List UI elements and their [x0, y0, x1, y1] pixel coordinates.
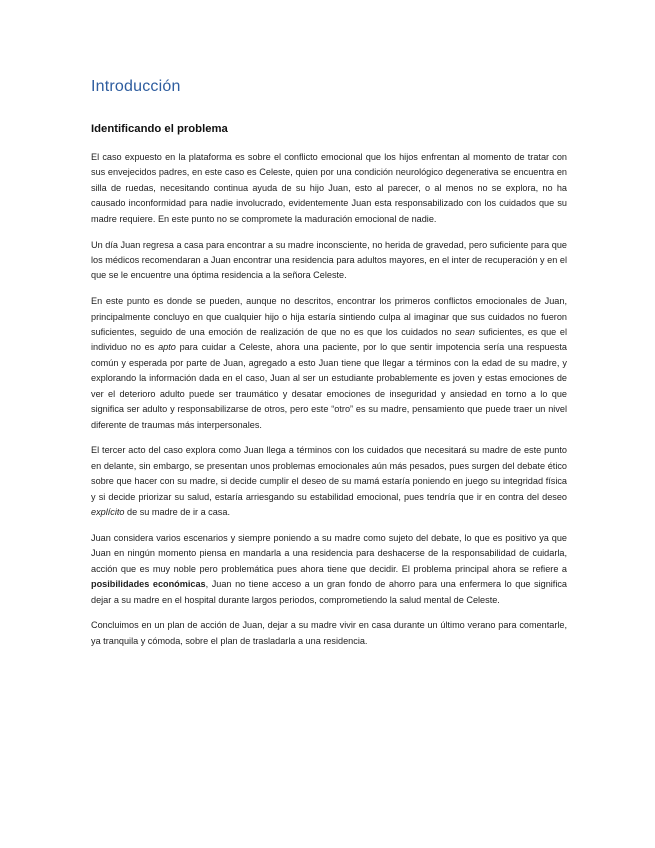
paragraph-5: [91, 531, 567, 608]
paragraph-5-text-a: Juan considera varios escenarios y siempre poniendo a su madre como sujeto del debate, lo que es positivo ya que Juan en ningún momento piensa en mandarla a una residencia para deshacerse de la responsabilidad de cuidarla, acción que es muy noble pero problemática pues ahora tiene que decidir. El problema principal ahora se refiere a: [91, 532, 567, 574]
paragraph-4-emphasis-explicito: explícito: [91, 507, 125, 518]
paragraph-4-text-b: de su madre de ir a casa.: [124, 507, 230, 518]
paragraph-3-text-c: para cuidar a Celeste, ahora una paciente, por lo que sentir impotencia sería una respuesta común y esperada por parte de Juan, agregado a esto Juan tiene que llegar a términos con la edad de su madre, y explorando la información dada en el caso, Juan al ser un estudiante probablemente es joven y estas emociones de ver el deterioro adulto puede ser traumático y desatar emociones de inseguridad y ansiedad en torno a lo que significa ser adulto y responsabilizarse de otros, pero este “otro” es su madre, pensamiento que puede traer un nivel diferente de traumas más interpersonales.: [91, 342, 567, 430]
body-text: [91, 150, 567, 649]
paragraph-3-text-a: En este punto es donde se pueden, aunque no descritos, encontrar los primeros conflictos emocionales de Juan, principalmente concluyo en que cualquier hijo o hija estaría sintiendo culpa al imaginar que sus cuidados no fueron suficientes, seguido de una emoción de realización de que no es que los cuidados no: [91, 296, 567, 338]
paragraph-2-text: Un día Juan regresa a casa para encontrar a su madre inconsciente, no herida de gravedad, pero suficiente para que los médicos recomendaran a Juan encontrar una residencia para adultos mayores, en el inter de recuperación y en el que se le encuentre una óptima residencia a la señora Celeste.: [91, 239, 567, 281]
paragraph-3-text-b: suficientes, es que el individuo no es: [91, 327, 567, 353]
paragraph-5-bold-posibilidades: posibilidades económicas: [91, 579, 206, 590]
paragraph-3-emphasis-sean: sean: [455, 327, 475, 338]
paragraph-2: [91, 238, 567, 284]
paragraph-3-emphasis-apto: apto: [158, 342, 176, 353]
section-heading: Identificando el problema: [91, 123, 228, 135]
paragraph-1: [91, 150, 567, 227]
paragraph-1-text: El caso expuesto en la plataforma es sobre el conflicto emocional que los hijos enfrentan al momento de tratar con sus envejecidos padres, en este caso es Celeste, quien por una condición neurológico degenerativa se encuentra en silla de ruedas, necesitando continua ayuda de su hijo Juan, esto al parecer, o al menos no se explora, no ha causado inconformidad para nadie involucrado, evidentemente Juan esta responsabilizado con los cuidados que su madre requiere. En este punto no se compromete la maduración emocional de nadie.: [91, 152, 567, 224]
page-title: Introducción: [91, 78, 181, 95]
paragraph-6-text: Concluimos en un plan de acción de Juan, dejar a su madre vivir en casa durante un último verano para comentarle, ya tranquila y cómoda, sobre el plan de trasladarla a una residencia.: [91, 620, 567, 646]
paragraph-6: [91, 618, 567, 649]
paragraph-5-text-b: , Juan no tiene acceso a un gran fondo de ahorro para una enfermera lo que significa dejar a su madre en el hospital durante largos periodos, comprometiendo la salud mental de Celeste.: [91, 579, 567, 605]
paragraph-3: [91, 294, 567, 433]
paragraph-4-text-a: El tercer acto del caso explora como Juan llega a términos con los cuidados que necesitará su madre de este punto en delante, sin embargo, se presentan unos problemas emocionales aún más pesados, pues surgen del debate ético sobre que hacer con su madre, si decide cumplir el deseo de su mamá estaría poniendo en juego su integridad física y si decide priorizar su salud, estaría arriesgando su estabilidad emocional, pues tendría que ir en contra del deseo: [91, 445, 567, 502]
paragraph-4: [91, 443, 567, 520]
